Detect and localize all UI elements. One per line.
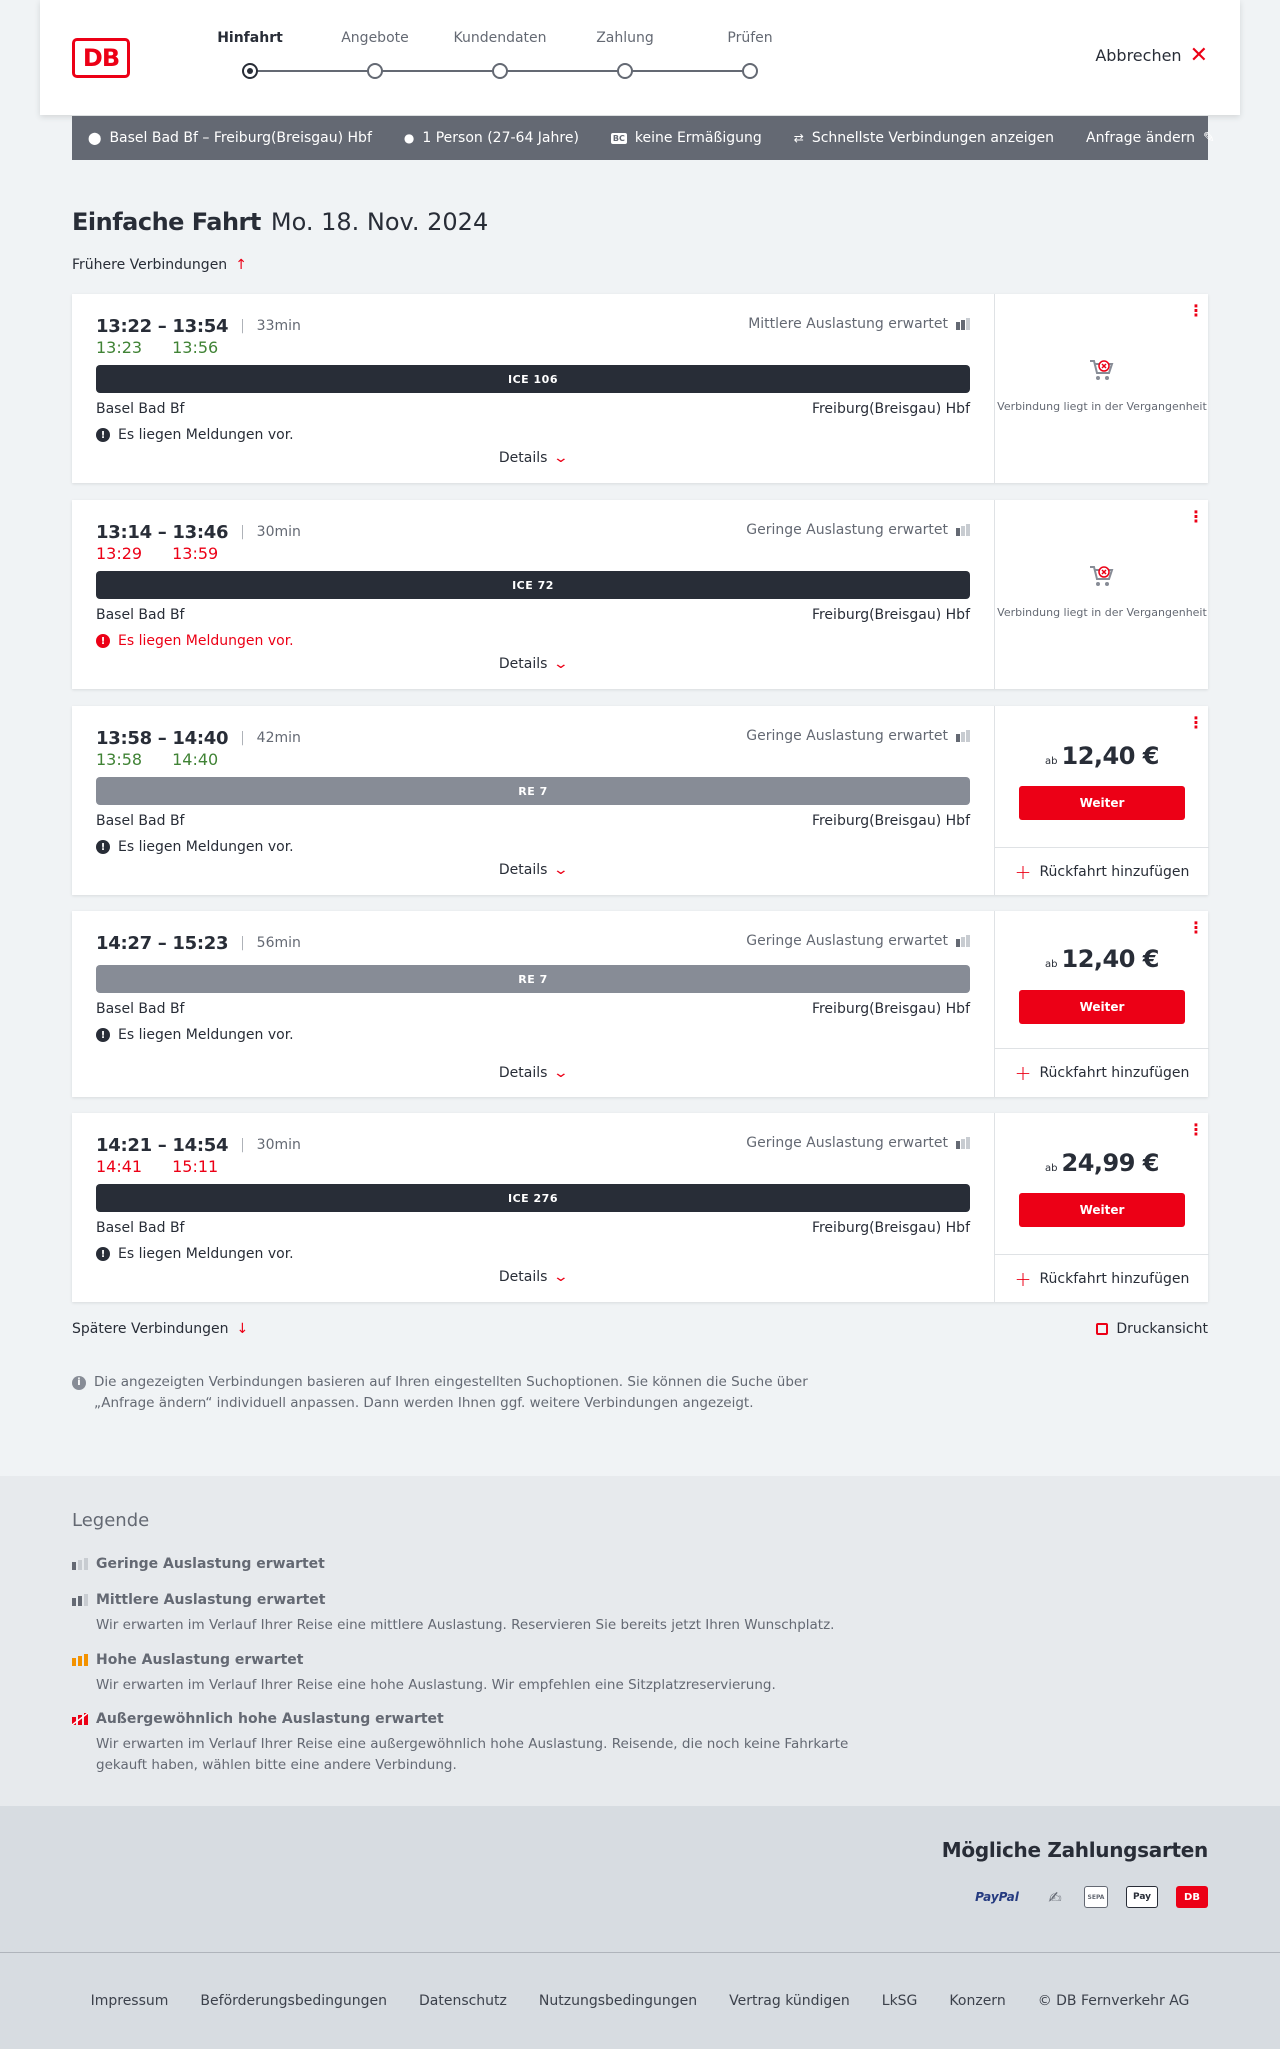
footer-link-impressum[interactable]: Impressum	[90, 1993, 169, 2009]
arrow-up-icon: ↑	[235, 257, 247, 273]
cart-unavailable-icon	[1087, 356, 1115, 384]
step-dot	[367, 63, 383, 79]
occupancy-medium-icon	[956, 318, 970, 330]
step-kundendaten: Kundendaten	[440, 30, 560, 56]
occupancy-low-icon	[72, 1558, 88, 1570]
chevron-down-icon: ⌄	[553, 862, 570, 878]
progress-header	[40, 0, 1240, 115]
bahncard-icon: BC	[612, 133, 625, 143]
paypal-icon: PayPal	[975, 1890, 1019, 1904]
more-options-icon[interactable]: ⋮	[1188, 301, 1204, 320]
connection-times: 14:21 – 14:54 | 30min	[96, 1134, 301, 1156]
connection-card	[72, 500, 1208, 689]
footer-link-konzern[interactable]: Konzern	[949, 1993, 1006, 2009]
more-options-icon[interactable]: ⋮	[1188, 507, 1204, 526]
continue-button[interactable]: Weiter	[1019, 1193, 1185, 1227]
legend-item: Geringe Auslastung erwartet	[72, 1556, 872, 1572]
occupancy-indicator: Mittlere Auslastung erwartet	[748, 316, 970, 332]
step-pruefen: Prüfen	[690, 30, 810, 56]
stations: Basel Bad Bf Freiburg(Breisgau) Hbf	[96, 1001, 970, 1017]
occupancy-very-high-icon	[72, 1713, 88, 1725]
more-options-icon[interactable]: ⋮	[1188, 713, 1204, 732]
footer-link-befoerderung[interactable]: Beförderungsbedingungen	[200, 1993, 387, 2009]
offer-panel	[994, 1113, 1208, 1302]
step-dot	[617, 63, 633, 79]
booking-steps	[182, 30, 832, 90]
occupancy-indicator: Geringe Auslastung erwartet	[746, 933, 970, 949]
details-toggle[interactable]: Details ⌄	[498, 450, 570, 466]
continue-button[interactable]: Weiter	[1019, 990, 1185, 1024]
footer-link-datenschutz[interactable]: Datenschutz	[418, 1993, 507, 2009]
db-logo[interactable]: DB	[72, 38, 130, 78]
occupancy-indicator: Geringe Auslastung erwartet	[746, 522, 970, 538]
more-options-icon[interactable]: ⋮	[1188, 1120, 1204, 1139]
add-return-trip-button[interactable]: + Rückfahrt hinzufügen	[995, 1048, 1209, 1096]
info-icon: i	[72, 1376, 86, 1390]
printer-icon	[1096, 1323, 1108, 1335]
step-dot	[492, 63, 508, 79]
legend-item: Außergewöhnlich hohe Auslastung erwartet Wir erwarten im Verlauf Ihrer Reise eine außergewöhnlich hohe Auslastung. Reisende, die noch keine Fahrkarte gekauft haben, wählen bitte eine andere Verbindung.	[72, 1711, 872, 1776]
exclamation-icon: !	[96, 428, 110, 442]
arrow-down-icon: ↓	[236, 1321, 249, 1337]
fastest-connections-toggle[interactable]: ⇄ Schnellste Verbindungen anzeigen	[793, 130, 1055, 146]
offer-panel	[994, 500, 1208, 689]
footer	[0, 1952, 1280, 2049]
footer-link-lksg[interactable]: LkSG	[881, 1993, 918, 2009]
legend-heading: Legende	[72, 1510, 150, 1531]
price: ab 24,99 €	[1045, 1149, 1159, 1177]
past-connection-text: Verbindung liegt in der Vergangenheit	[997, 400, 1207, 413]
occupancy-low-icon	[956, 524, 970, 536]
chevron-down-icon: ⌄	[553, 656, 570, 672]
chevron-down-icon: ⌄	[553, 450, 570, 466]
pencil-icon: ✎	[1203, 130, 1215, 146]
page-title: Einfache Fahrt Mo. 18. Nov. 2024	[72, 208, 489, 236]
passenger-summary: ● 1 Person (27-64 Jahre)	[403, 130, 579, 146]
stations: Basel Bad Bf Freiburg(Breisgau) Hbf	[96, 813, 970, 829]
train-bar[interactable]: ICE 72	[96, 571, 970, 599]
realtime-times: 14:41 15:11	[96, 1157, 219, 1176]
legend-item: Hohe Auslastung erwartet Wir erwarten im Verlauf Ihrer Reise eine hohe Auslastung. Wir empfehlen eine Sitzplatzreservierung.	[72, 1652, 872, 1696]
later-connections-link[interactable]: Spätere Verbindungen ↓	[72, 1321, 249, 1337]
payment-methods-section	[0, 1806, 1280, 1952]
sepa-icon: SEPA	[1084, 1886, 1108, 1908]
exclamation-icon: !	[96, 840, 110, 854]
more-options-icon[interactable]: ⋮	[1188, 918, 1204, 937]
step-dot	[742, 63, 758, 79]
continue-button[interactable]: Weiter	[1019, 786, 1185, 820]
exclamation-icon: !	[96, 1247, 110, 1261]
step-hinfahrt[interactable]: Hinfahrt	[190, 30, 310, 56]
cart-unavailable-icon	[1087, 562, 1115, 590]
details-toggle[interactable]: Details ⌄	[498, 656, 570, 672]
search-summary-bar	[72, 116, 1215, 160]
occupancy-high-icon	[72, 1654, 88, 1666]
step-angebote: Angebote	[315, 30, 435, 56]
messages-notice: ! Es liegen Meldungen vor.	[96, 837, 970, 857]
search-info-note: i Die angezeigten Verbindungen basieren auf Ihren eingestellten Suchoptionen. Sie können die Suche über „Anfrage ändern“ individuell anpassen. Dann werden Ihnen ggf. weitere Verbindungen angezeigt.	[72, 1372, 852, 1414]
train-bar[interactable]: RE 7	[96, 777, 970, 805]
realtime-times: 13:58 14:40	[96, 750, 219, 769]
edit-request-button[interactable]: Anfrage ändern ✎	[1086, 130, 1215, 146]
offer-panel	[994, 911, 1208, 1097]
payment-icons	[968, 1886, 1208, 1908]
plus-icon: +	[1014, 1060, 1032, 1085]
exclamation-icon: !	[96, 634, 110, 648]
messages-notice: ! Es liegen Meldungen vor.	[96, 1244, 970, 1264]
train-bar[interactable]: ICE 106	[96, 365, 970, 393]
occupancy-indicator: Geringe Auslastung erwartet	[746, 728, 970, 744]
connection-times: 13:22 – 13:54 | 33min	[96, 315, 301, 337]
exclamation-icon: !	[96, 1028, 110, 1042]
legend-section	[0, 1476, 1280, 1806]
price: ab 12,40 €	[1045, 742, 1159, 770]
chevron-down-icon: ⌄	[553, 1269, 570, 1285]
stations: Basel Bad Bf Freiburg(Breisgau) Hbf	[96, 1220, 970, 1236]
signature-icon: ✍	[1048, 1887, 1062, 1907]
print-view-link[interactable]: Druckansicht	[1096, 1321, 1208, 1337]
cancel-label: Abbrechen	[1095, 46, 1182, 65]
swap-arrows-icon: ⇄	[793, 131, 804, 145]
cancel-button[interactable]	[1095, 42, 1208, 68]
connection-times: 13:58 – 14:40 | 42min	[96, 727, 301, 749]
train-bar[interactable]: ICE 276	[96, 1184, 970, 1212]
route-summary: ⬤ Basel Bad Bf – Freiburg(Breisgau) Hbf	[88, 130, 372, 146]
past-connection-text: Verbindung liegt in der Vergangenheit	[997, 606, 1207, 619]
stations: Basel Bad Bf Freiburg(Breisgau) Hbf	[96, 401, 970, 417]
chevron-down-icon: ⌄	[553, 1065, 570, 1081]
train-bar[interactable]: RE 7	[96, 965, 970, 993]
occupancy-indicator: Geringe Auslastung erwartet	[746, 1135, 970, 1151]
apple-pay-icon: Pay	[1126, 1886, 1158, 1908]
connection-card	[72, 1113, 1208, 1302]
connection-card	[72, 294, 1208, 483]
connection-times: 14:27 – 15:23 | 56min	[96, 932, 301, 954]
step-zahlung: Zahlung	[565, 30, 685, 56]
details-toggle[interactable]: Details ⌄	[498, 1269, 570, 1285]
offer-panel	[994, 294, 1208, 483]
copyright: © DB Fernverkehr AG	[1037, 1993, 1190, 2009]
add-return-trip-button[interactable]: + Rückfahrt hinzufügen	[995, 1254, 1209, 1302]
close-icon: ✕	[1189, 42, 1208, 68]
details-toggle[interactable]: Details ⌄	[498, 1065, 570, 1081]
messages-notice: ! Es liegen Meldungen vor.	[96, 631, 970, 651]
connection-card	[72, 911, 1208, 1097]
occupancy-medium-icon	[72, 1594, 88, 1606]
connection-times: 13:14 – 13:46 | 30min	[96, 521, 301, 543]
db-bonus-icon: DB	[1176, 1886, 1208, 1908]
realtime-times: 13:23 13:56	[96, 338, 219, 357]
price: ab 12,40 €	[1045, 945, 1159, 973]
plus-icon: +	[1014, 1266, 1032, 1291]
payment-heading: Mögliche Zahlungsarten	[941, 1838, 1208, 1862]
messages-notice: ! Es liegen Meldungen vor.	[96, 425, 970, 445]
connection-card	[72, 706, 1208, 895]
legend-item: Mittlere Auslastung erwartet Wir erwarten im Verlauf Ihrer Reise eine mittlere Auslastung. Reservieren Sie bereits jetzt Ihren Wunschplatz.	[72, 1592, 872, 1636]
footer-link-nutzung[interactable]: Nutzungsbedingungen	[538, 1993, 698, 2009]
messages-notice: ! Es liegen Meldungen vor.	[96, 1025, 970, 1045]
occupancy-low-icon	[956, 730, 970, 742]
location-pin-icon: ⬤	[88, 131, 102, 145]
person-icon: ●	[403, 131, 415, 145]
occupancy-low-icon	[956, 1137, 970, 1149]
step-dot	[242, 63, 258, 79]
offer-panel	[994, 706, 1208, 895]
travel-date: Mo. 18. Nov. 2024	[270, 208, 489, 236]
occupancy-low-icon	[956, 935, 970, 947]
add-return-trip-button[interactable]: + Rückfahrt hinzufügen	[995, 847, 1209, 895]
realtime-times: 13:29 13:59	[96, 544, 219, 563]
footer-link-vertrag-kuendigen[interactable]: Vertrag kündigen	[729, 1993, 850, 2009]
details-toggle[interactable]: Details ⌄	[498, 862, 570, 878]
plus-icon: +	[1014, 859, 1032, 884]
stations: Basel Bad Bf Freiburg(Breisgau) Hbf	[96, 607, 970, 623]
earlier-connections-link[interactable]: Frühere Verbindungen ↑	[72, 257, 247, 273]
discount-summary: BC keine Ermäßigung	[612, 130, 762, 146]
